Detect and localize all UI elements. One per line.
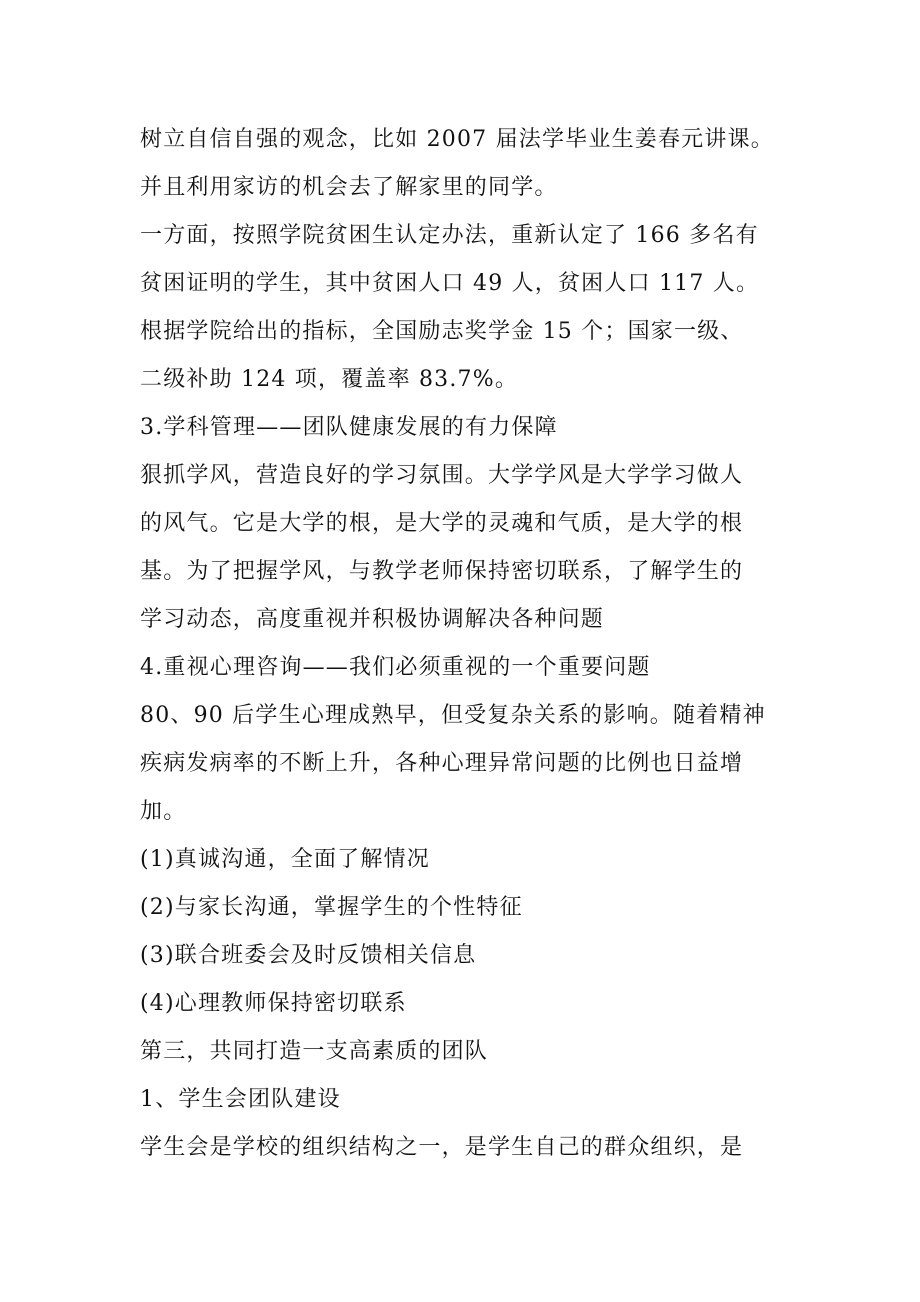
list-item-1: (1)真诚沟通，全面了解情况 [140,847,430,872]
body-line-9: 的风气。它是大学的根，是大学的灵魂和气质，是大学的根 [140,511,744,536]
list-item-4: (4)心理教师保持密切联系 [140,991,407,1016]
body-line-14: 疾病发病率的不断上升，各种心理异常问题的比例也日益增 [140,751,744,776]
document-body [140,116,800,1172]
body-line-13: 80、90 后学生心理成熟早，但受复杂关系的影响。随着精神 [140,703,766,728]
body-line-6: 二级补助 124 项，覆盖率 83.7%。 [140,367,519,392]
body-line-10: 基。为了把握学风，与教学老师保持密切联系，了解学生的 [140,559,744,584]
body-line-3: 一方面，按照学院贫困生认定办法，重新认定了 166 多名有 [140,223,759,248]
subsection-heading-student-union: 1、学生会团队建设 [140,1087,341,1112]
section-heading-psychological-counseling: 4.重视心理咨询——我们必须重视的一个重要问题 [140,655,651,680]
body-line-5: 根据学院给出的指标，全国励志奖学金 15 个；国家一级、 [140,319,744,344]
body-line-1: 树立自信自强的观念，比如 2007 届法学毕业生姜春元讲课。 [140,127,774,152]
body-line-2: 并且利用家访的机会去了解家里的同学。 [140,175,558,200]
section-heading-discipline-management: 3.学科管理——团队健康发展的有力保障 [140,415,558,440]
section-heading-team-building: 第三，共同打造一支高素质的团队 [140,1039,489,1064]
body-line-22: 学生会是学校的组织结构之一，是学生自己的群众组织，是 [140,1135,744,1160]
body-line-8: 狠抓学风，营造良好的学习氛围。大学学风是大学学习做人 [140,463,744,488]
body-line-15: 加。 [140,799,187,824]
body-line-11: 学习动态，高度重视并积极协调解决各种问题 [140,607,605,632]
body-line-4: 贫困证明的学生，其中贫困人口 49 人，贫困人口 117 人。 [140,271,760,296]
list-item-3: (3)联合班委会及时反馈相关信息 [140,943,477,968]
list-item-2: (2)与家长沟通，掌握学生的个性特征 [140,895,523,920]
